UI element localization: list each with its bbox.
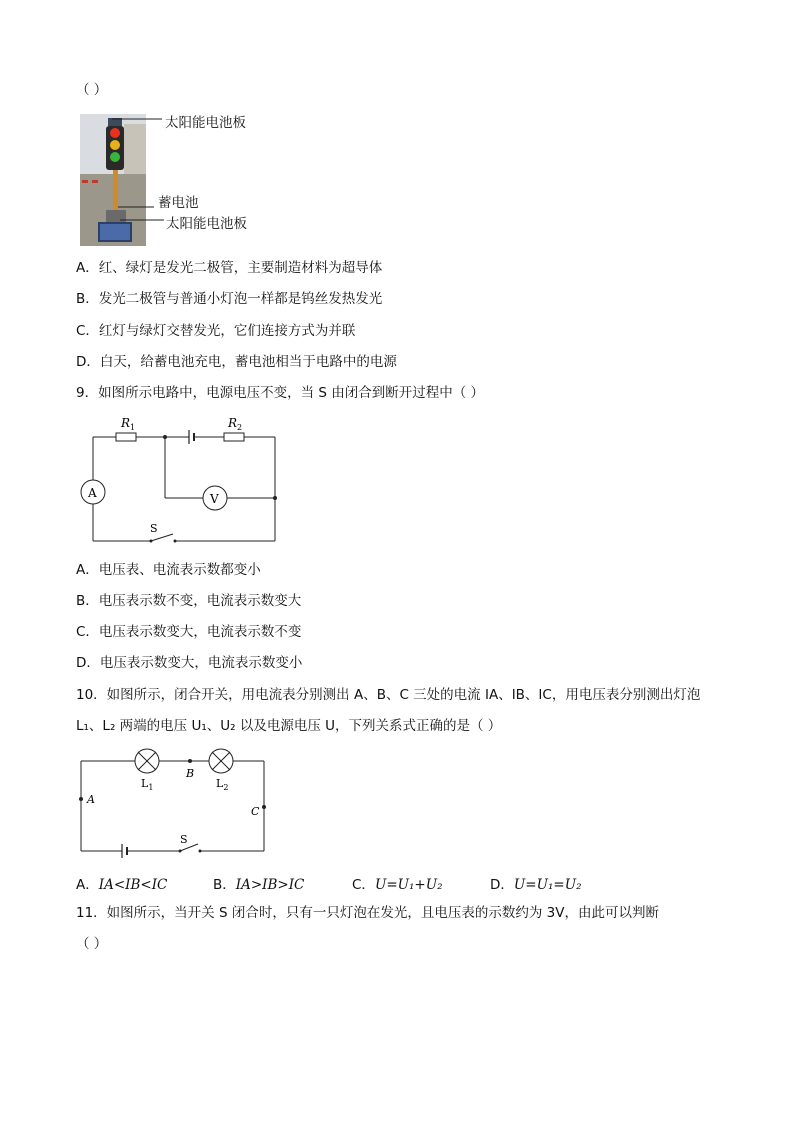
label-r2: $R_2$ [228,416,243,432]
label-solar-panel-bottom: 太阳能电池板 [166,216,247,232]
q8-option-a: A．红、绿灯是发光二极管，主要制造材料为超导体 [76,260,383,276]
q10-circuit-diagram [76,745,276,865]
q9-option-c: C．电压表示数变大，电流表示数不变 [76,624,302,640]
photo-leader-lines [100,110,170,230]
q10-options [76,873,596,891]
q11-stem: 11．如图所示，当开关 S 闭合时，只有一只灯泡在发光，且电压表的示数约为 3V，由此可以判断 [76,905,659,921]
label-point-c: C [251,805,260,818]
switch-label: S [180,833,188,846]
label-point-b: B [186,767,195,780]
q10-stem-line1: 10．如图所示，闭合开关，用电流表分别测出 A、B、C 三处的电流 IA、IB、IC，用电压表分别测出灯泡 [76,687,701,703]
q9-circuit-diagram [76,410,291,550]
ammeter-label: A [88,486,97,500]
voltmeter-label: V [210,492,219,506]
label-l2: $L_2$ [216,777,229,792]
q8-option-d: D．白天，给蓄电池充电，蓄电池相当于电路中的电源 [76,354,397,370]
label-point-a: A [87,793,95,806]
q10-option-d: D．U=U₁=U₂ [490,877,582,893]
q8-option-b: B．发光二极管与普通小灯泡一样都是钨丝发热发光 [76,291,383,307]
label-r1: $R_1$ [121,416,136,432]
q9-option-b: B．电压表示数不变，电流表示数变大 [76,593,302,609]
q10-option-b: B．IA>IB>IC [213,877,305,893]
q8-option-c: C．红灯与绿灯交替发光，它们连接方式为并联 [76,323,356,339]
label-l1: $L_1$ [141,777,154,792]
q9-stem: 9．如图所示电路中，电源电压不变，当 S 由闭合到断开过程中（ ） [76,385,485,401]
q9-option-a: A．电压表、电流表示数都变小 [76,562,261,578]
q10-option-c: C．U=U₁+U₂ [352,877,443,893]
q9-option-d: D．电压表示数变大，电流表示数变小 [76,655,303,671]
q11-answer-paren: （ ） [76,936,108,952]
label-solar-panel-top: 太阳能电池板 [165,115,246,131]
switch-label: S [150,522,158,535]
q8-answer-paren: （ ） [76,82,108,98]
label-battery: 蓄电池 [158,195,199,211]
q10-option-a: A．IA<IB<IC [76,877,168,893]
q10-stem-line2: L₁、L₂ 两端的电压 U₁、U₂ 以及电源电压 U，下列关系式正确的是（ ） [76,718,502,734]
